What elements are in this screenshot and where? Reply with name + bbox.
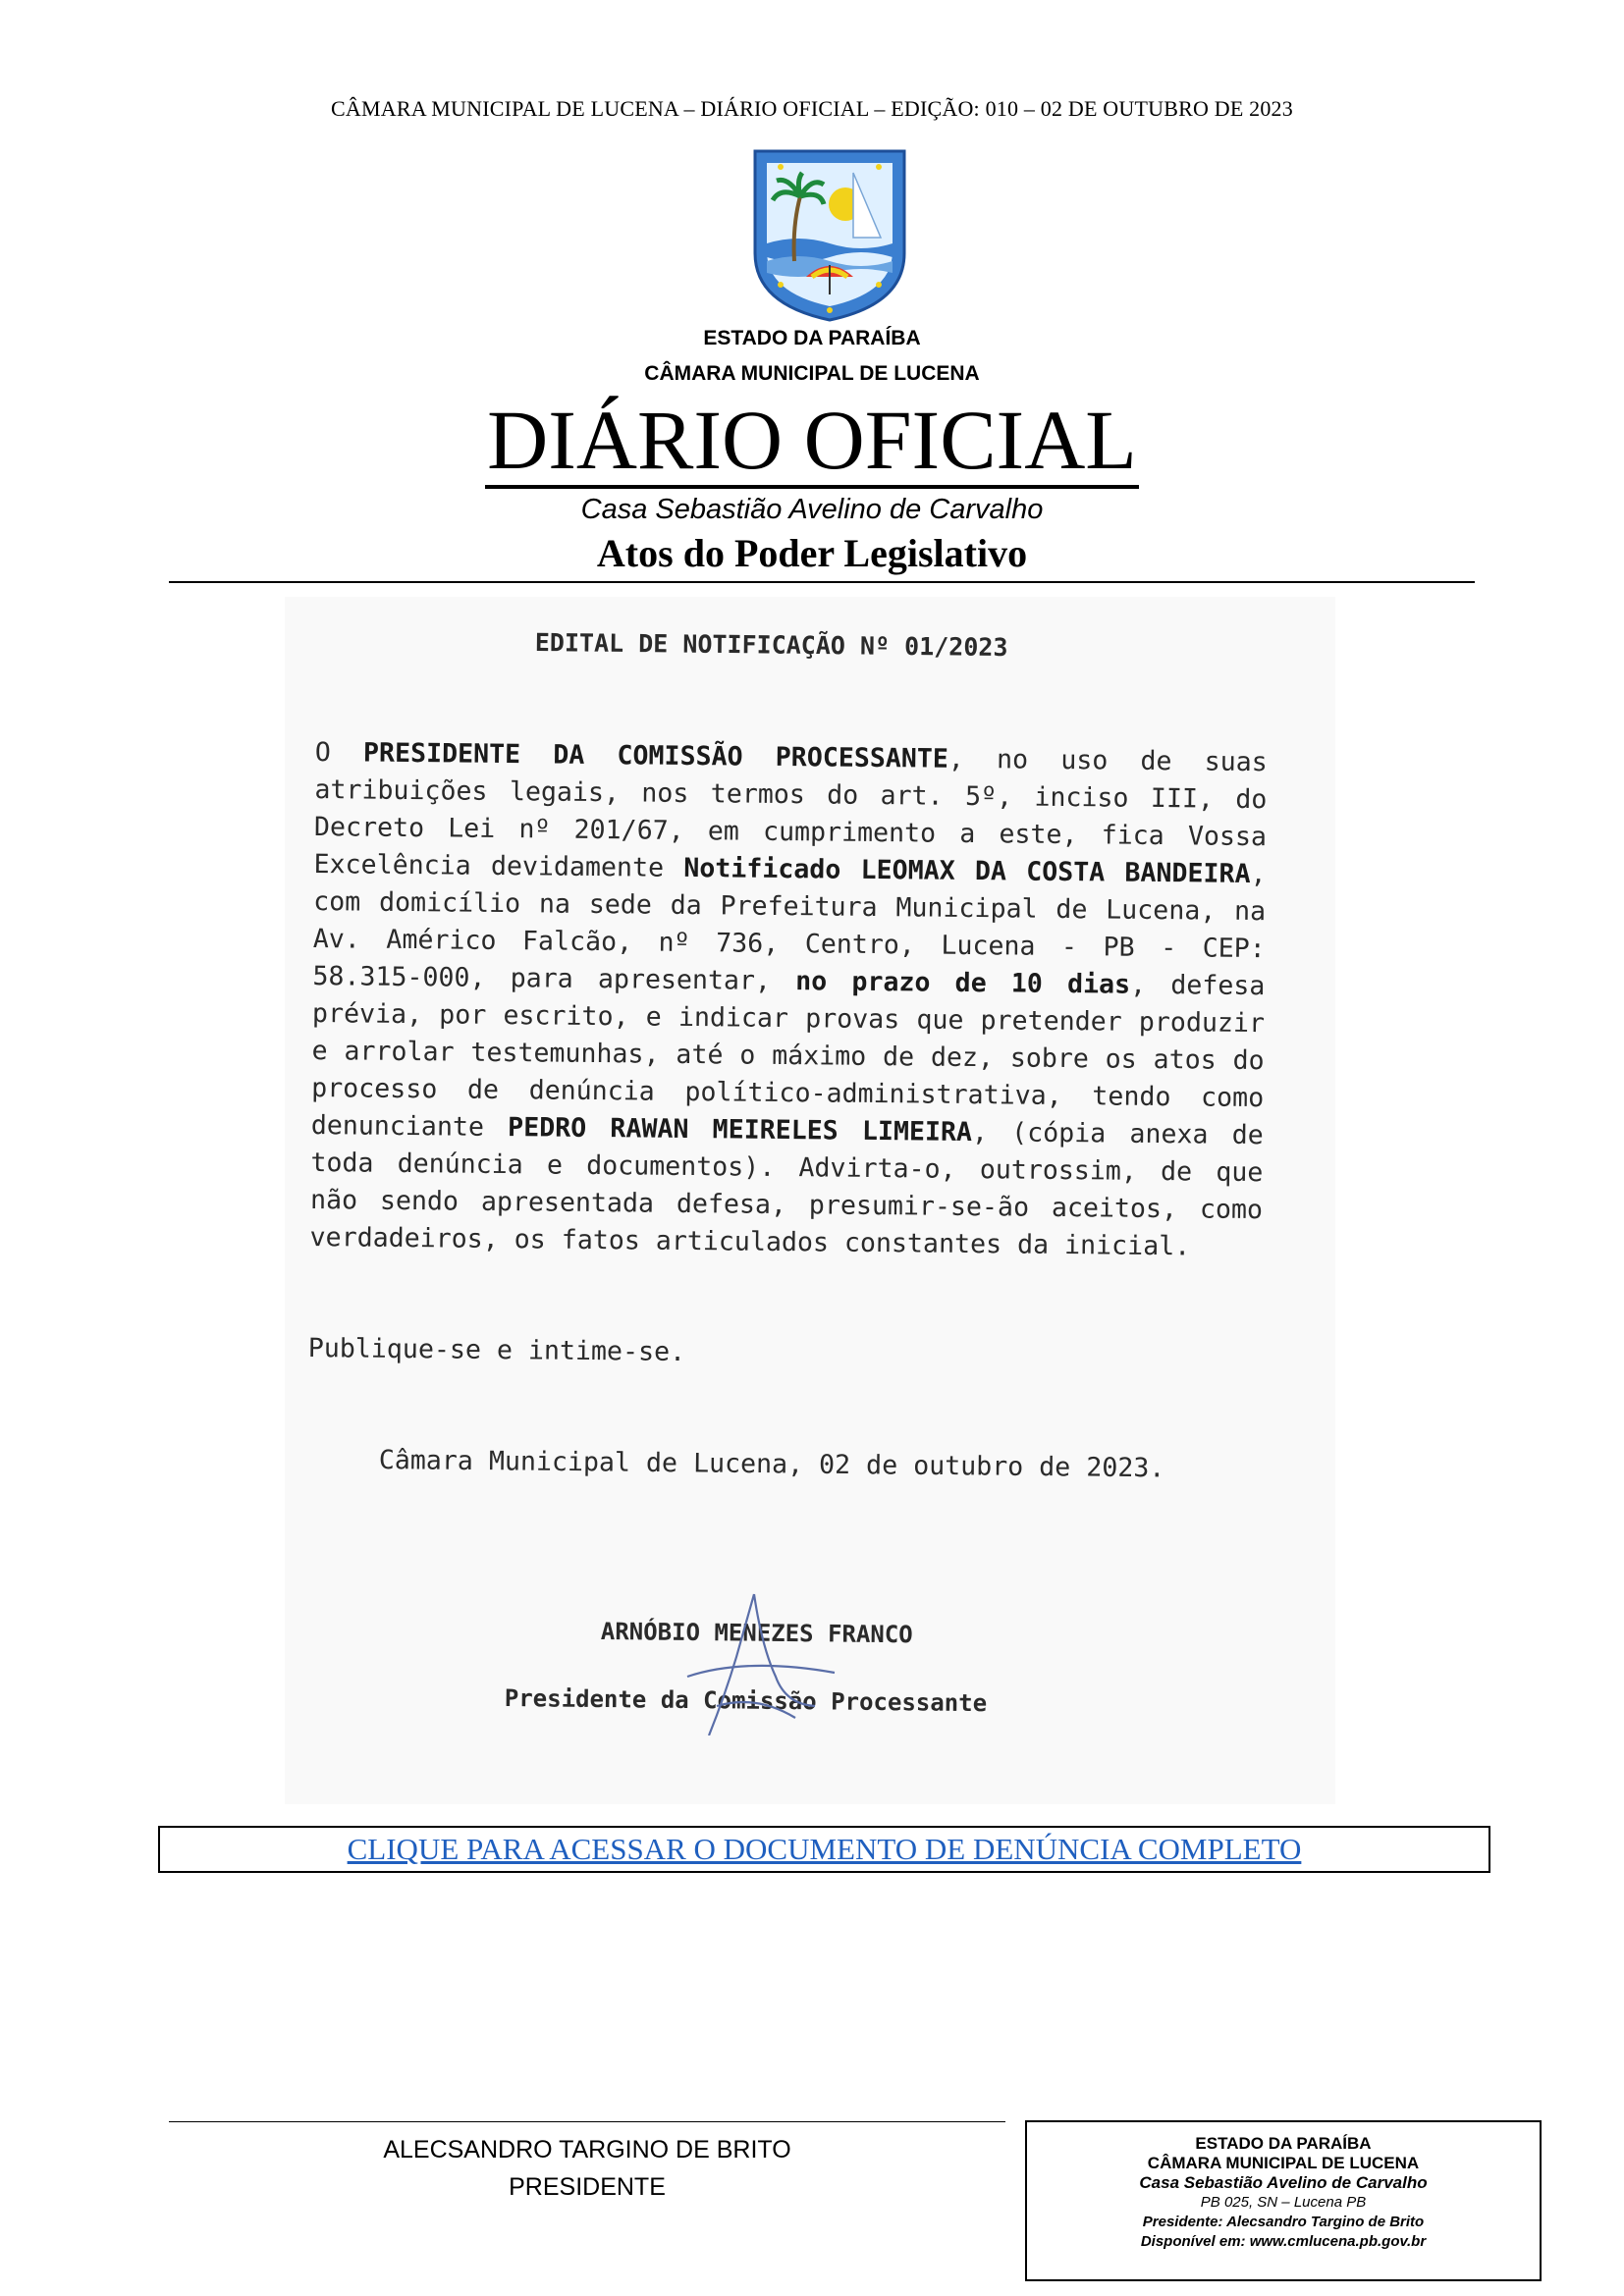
footer-box-house: Casa Sebastião Avelino de Carvalho: [1139, 2173, 1428, 2192]
footer-box-available: Disponível em: www.cmlucena.pb.gov.br: [1140, 2233, 1427, 2250]
footer-box-president: Presidente: Alecsandro Targino de Brito: [1142, 2214, 1425, 2230]
notice-bold-deadline: no prazo de 10 dias: [795, 966, 1131, 1000]
running-header: CÂMARA MUNICIPAL DE LUCENA – DIÁRIO OFICIAL – EDIÇÃO: 010 – 02 DE OUTUBRO DE 2023: [331, 96, 1293, 121]
notice-text-5: , (cópia anexa de toda denúncia e documentos). Advirta-o, outrossim, de que não sendo apresentada defesa, presumir-se-ão aceitos, como verdadeiros, os fatos articulados constantes da inicial.: [309, 1117, 1264, 1262]
notice-text-2: , no uso de suas atribuições legais, nos termos do art. 5º, inciso III, do Decreto Lei nº 201/67, em cumprimento a este, fica Vossa Excelência devidamente: [313, 743, 1268, 883]
notice-bold-president: PRESIDENTE DA COMISSÃO PROCESSANTE: [362, 737, 949, 774]
masthead-state: ESTADO DA PARAÍBA: [703, 327, 921, 349]
footer-signature-line: [169, 2121, 1005, 2122]
masthead-title-wrap: [0, 395, 1624, 489]
signer-role: Presidente da Comissão Processante: [504, 1684, 988, 1718]
footer-box-chamber: CÂMARA MUNICIPAL DE LUCENA: [1147, 2154, 1420, 2172]
handwritten-signature: [668, 1588, 854, 1735]
complaint-document-link[interactable]: CLIQUE PARA ACESSAR O DOCUMENTO DE DENÚNCIA COMPLETO: [347, 1832, 1302, 1866]
notice-title: EDITAL DE NOTIFICAÇÃO Nº 01/2023: [534, 628, 1008, 663]
footer-box-address: PB 025, SN – Lucena PB: [1200, 2194, 1367, 2211]
masthead-subtitle: Casa Sebastião Avelino de Carvalho: [580, 494, 1044, 525]
notice-text-1: O: [314, 736, 364, 769]
notice-publish: Publique-se e intime-se.: [307, 1333, 686, 1368]
notice-bold-complainant: PEDRO RAWAN MEIRELES LIMEIRA: [507, 1112, 973, 1148]
signer-name: ARNÓBIO MENEZES FRANCO: [600, 1618, 913, 1649]
footer-box-state: ESTADO DA PARAÍBA: [1195, 2134, 1372, 2153]
notice-text-3: , com domicílio na sede da Prefeitura Municipal de Lucena, na Av. Américo Falcão, nº 736, Centro, Lucena - PB - CEP: 58.315-000, para apresentar,: [312, 858, 1267, 997]
notice-bold-notified: Notificado LEOMAX DA COSTA BANDEIRA: [683, 852, 1251, 889]
municipal-crest-logo: [751, 147, 908, 322]
section-title: Atos do Poder Legislativo: [596, 531, 1028, 575]
footer-president-name: ALECSANDRO TARGINO DE BRITO: [383, 2136, 791, 2163]
notice-body: [309, 734, 1268, 1266]
complaint-document-link-box[interactable]: [158, 1826, 1490, 1873]
footer-info-box: [1025, 2120, 1542, 2281]
notice-text-4: , defesa prévia, por escrito, e indicar provas que pretender produzir e arrolar testemunhas, até o máximo de dez, sobre os atos do processo de denúncia político-administrativa, tendo como denunciante: [310, 969, 1266, 1144]
masthead-title: DIÁRIO OFICIAL: [487, 393, 1137, 487]
header-divider: [169, 581, 1475, 583]
footer-president-role: PRESIDENTE: [509, 2173, 666, 2201]
masthead-chamber: CÂMARA MUNICIPAL DE LUCENA: [644, 362, 980, 385]
notice-place-date: Câmara Municipal de Lucena, 02 de outubro de 2023.: [378, 1445, 1165, 1484]
